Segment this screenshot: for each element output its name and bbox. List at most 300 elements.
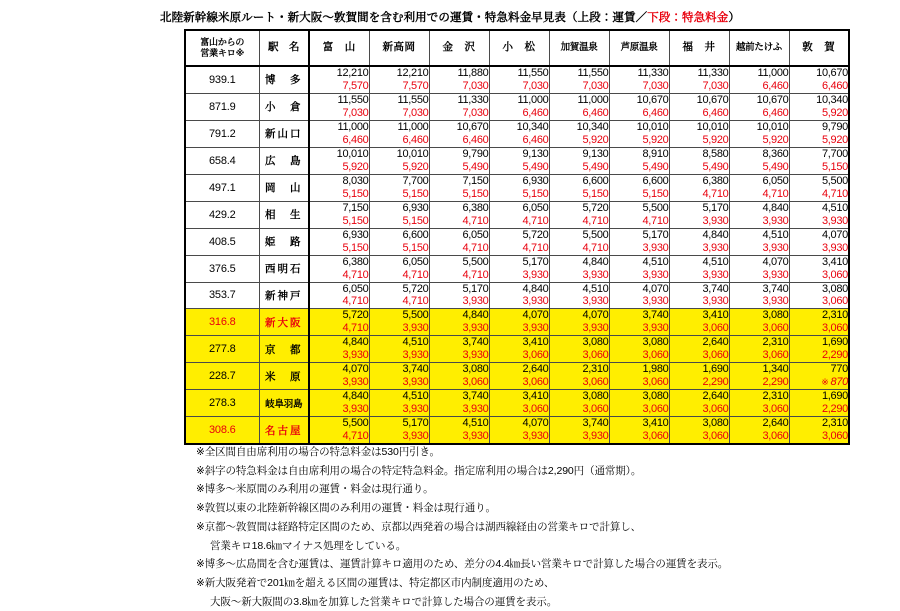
fare-cell (549, 363, 609, 390)
fare-amount: 5,720 (342, 309, 369, 322)
fare-cell (789, 390, 849, 417)
fare-cell (489, 363, 549, 390)
express-charge: 3,060 (702, 322, 729, 335)
fare-amount: 2,640 (702, 336, 729, 349)
footnote-line: ※京都〜敦賀間は経路特定区間のため、京都以西発着の場合は湖西線経由の営業キロで計算し、 (196, 520, 642, 533)
fare-cell (309, 93, 369, 120)
fare-cell (549, 417, 609, 444)
express-charge: 3,060 (821, 268, 848, 281)
fare-amount: 2,310 (762, 336, 789, 349)
express-charge: 7,570 (342, 79, 369, 92)
fare-cell (489, 93, 549, 120)
fare-amount: 4,070 (762, 255, 789, 268)
fare-cell (309, 66, 369, 93)
express-charge: 5,920 (702, 133, 729, 146)
fare-amount: 3,080 (702, 417, 729, 430)
express-charge: 3,060 (582, 403, 609, 416)
fare-amount: 10,010 (396, 147, 429, 160)
express-charge: 3,930 (642, 241, 669, 254)
fare-cell (429, 201, 489, 228)
fare-cell (789, 255, 849, 282)
express-charge: 3,060 (582, 349, 609, 362)
express-charge: 3,930 (402, 322, 429, 335)
fare-amount: 5,500 (342, 417, 369, 430)
fare-amount: 4,070 (821, 228, 848, 241)
express-charge: 5,920 (642, 133, 669, 146)
express-charge: 3,060 (522, 349, 549, 362)
fare-amount: 5,500 (402, 309, 429, 322)
fare-amount: 4,070 (582, 309, 609, 322)
express-charge: 2,290 (821, 403, 848, 416)
fare-cell (789, 120, 849, 147)
fare-amount: 10,670 (696, 93, 729, 106)
fare-amount: 6,600 (402, 228, 429, 241)
fare-amount: 11,550 (397, 93, 429, 106)
header-dest-toyama: 富 山 (309, 30, 369, 66)
express-charge: 5,920 (762, 133, 789, 146)
header-dest-fukui: 福 井 (669, 30, 729, 66)
fare-amount: 3,080 (821, 282, 848, 295)
row-station-name: 姫 路 (259, 228, 309, 255)
fare-amount: 4,070 (522, 417, 549, 430)
fare-amount: 3,080 (762, 309, 789, 322)
express-charge: 5,920 (402, 160, 429, 173)
express-charge: 4,710 (342, 268, 369, 281)
fare-cell (729, 417, 789, 444)
express-charge: 3,060 (582, 376, 609, 389)
footnotes (196, 443, 896, 611)
fare-amount: 4,840 (342, 390, 369, 403)
express-charge: 6,460 (821, 79, 848, 92)
express-charge (790, 376, 849, 389)
fare-cell (369, 66, 429, 93)
fare-cell (669, 417, 729, 444)
express-charge: 3,930 (522, 295, 549, 308)
fare-amount: 6,930 (342, 228, 369, 241)
express-charge: 3,930 (342, 403, 369, 416)
fare-cell (669, 336, 729, 363)
fare-cell (369, 336, 429, 363)
express-charge: 3,930 (582, 268, 609, 281)
fare-cell (609, 336, 669, 363)
fare-amount: 6,050 (462, 228, 489, 241)
express-charge: 5,150 (402, 187, 429, 200)
row-operating-km: 228.7 (185, 363, 259, 390)
express-charge: 3,930 (762, 295, 789, 308)
fare-cell (729, 93, 789, 120)
fare-amount: 1,980 (642, 363, 669, 376)
fare-amount: 7,700 (402, 174, 429, 187)
row-station-name: 西明石 (259, 255, 309, 282)
fare-cell (429, 228, 489, 255)
footnote-line: 営業キロ18.6㎞マイナス処理をしている。 (210, 539, 407, 552)
express-charge: 6,460 (462, 133, 489, 146)
fare-cell (729, 201, 789, 228)
express-charge: 6,460 (522, 106, 549, 119)
header-operating-km (185, 30, 259, 66)
fare-cell (489, 147, 549, 174)
express-charge: 3,930 (522, 322, 549, 335)
row-station-name: 名古屋 (259, 417, 309, 444)
fare-cell (309, 363, 369, 390)
express-charge: 3,930 (582, 295, 609, 308)
express-charge: 4,710 (342, 295, 369, 308)
row-operating-km: 277.8 (185, 336, 259, 363)
express-charge: 7,030 (462, 106, 489, 119)
fare-amount: 5,170 (462, 282, 489, 295)
express-charge: 3,930 (582, 430, 609, 443)
fare-amount: 4,840 (342, 336, 369, 349)
express-charge: 3,060 (642, 376, 669, 389)
express-charge: 3,930 (402, 349, 429, 362)
fare-cell (789, 417, 849, 444)
table-row (185, 282, 849, 309)
fare-cell (549, 93, 609, 120)
row-operating-km: 939.1 (185, 66, 259, 93)
fare-amount: 8,030 (342, 174, 369, 187)
express-charge: 4,710 (462, 214, 489, 227)
fare-cell (489, 228, 549, 255)
fare-amount: 4,510 (402, 336, 429, 349)
express-charge: 3,930 (402, 376, 429, 389)
express-charge: 4,710 (522, 241, 549, 254)
fare-amount: 3,080 (642, 336, 669, 349)
fare-amount: 8,580 (702, 147, 729, 160)
fare-amount: 11,000 (757, 67, 789, 79)
fare-amount: 6,050 (342, 282, 369, 295)
fare-cell (609, 390, 669, 417)
fare-amount: 770 (830, 363, 848, 376)
fare-cell (729, 147, 789, 174)
fare-cell (729, 282, 789, 309)
fare-cell (549, 309, 609, 336)
fare-amount: 6,380 (342, 255, 369, 268)
table-row (185, 336, 849, 363)
express-charge: 4,710 (462, 268, 489, 281)
express-charge: 3,930 (462, 349, 489, 362)
row-operating-km: 278.3 (185, 390, 259, 417)
table-row (185, 363, 849, 390)
fare-amount: 5,170 (642, 228, 669, 241)
fare-amount: 12,210 (396, 67, 429, 79)
fare-cell (609, 309, 669, 336)
express-charge: 3,930 (402, 403, 429, 416)
fare-amount: 10,340 (516, 120, 549, 133)
express-charge: 3,930 (702, 214, 729, 227)
page-title (0, 8, 900, 26)
express-charge: 5,490 (582, 160, 609, 173)
fare-amount: 6,600 (642, 174, 669, 187)
express-charge: 3,930 (522, 268, 549, 281)
fare-amount: 4,510 (762, 228, 789, 241)
fare-cell (549, 201, 609, 228)
fare-cell (369, 363, 429, 390)
express-charge: 5,920 (821, 133, 848, 146)
express-charge: 3,060 (762, 322, 789, 335)
row-station-name: 新山口 (259, 120, 309, 147)
table-row (185, 66, 849, 93)
express-charge: 5,150 (462, 187, 489, 200)
fare-amount: 10,670 (456, 120, 489, 133)
fare-amount: 6,050 (402, 255, 429, 268)
express-charge: 5,150 (342, 187, 369, 200)
row-operating-km: 658.4 (185, 147, 259, 174)
fare-cell (369, 201, 429, 228)
fare-cell (669, 309, 729, 336)
express-charge: 3,060 (702, 349, 729, 362)
fare-amount: 3,740 (762, 282, 789, 295)
fare-cell (309, 174, 369, 201)
fare-cell (609, 255, 669, 282)
express-charge: 5,150 (522, 187, 549, 200)
fare-cell (309, 390, 369, 417)
fare-cell (369, 147, 429, 174)
fare-amount: 3,740 (642, 309, 669, 322)
fare-cell (429, 120, 489, 147)
express-charge: 3,930 (342, 376, 369, 389)
fare-table-head (185, 30, 849, 66)
fare-cell (789, 66, 849, 93)
express-charge: 6,460 (402, 133, 429, 146)
fare-cell (669, 228, 729, 255)
fare-amount: 3,410 (821, 255, 848, 268)
fare-cell (549, 282, 609, 309)
fare-amount: 1,690 (702, 363, 729, 376)
table-row (185, 147, 849, 174)
express-charge: 3,060 (702, 403, 729, 416)
fare-cell (429, 174, 489, 201)
fare-cell (489, 120, 549, 147)
fare-cell (789, 147, 849, 174)
express-charge: 5,920 (342, 160, 369, 173)
header-km-line2: 営業キロ※ (200, 48, 245, 58)
express-charge: 3,930 (462, 295, 489, 308)
express-charge: 7,030 (522, 79, 549, 92)
express-charge: 3,930 (762, 268, 789, 281)
fare-amount: 11,550 (337, 93, 369, 106)
fare-amount: 7,150 (462, 174, 489, 187)
express-charge: 5,490 (762, 160, 789, 173)
fare-amount: 3,080 (582, 336, 609, 349)
row-operating-km: 497.1 (185, 174, 259, 201)
express-charge: 6,460 (582, 106, 609, 119)
express-charge: 7,030 (582, 79, 609, 92)
fare-amount: 5,170 (702, 201, 729, 214)
row-operating-km: 791.2 (185, 120, 259, 147)
footnote-line: ※博多〜米原間のみ利用の運賃・料金は現行通り。 (196, 483, 434, 496)
fare-amount: 11,000 (577, 93, 609, 106)
fare-amount: 2,310 (762, 390, 789, 403)
express-charge: 4,710 (402, 295, 429, 308)
header-station-name: 駅 名 (259, 30, 309, 66)
express-charge: 6,460 (642, 106, 669, 119)
fare-amount: 11,880 (457, 67, 489, 79)
fare-amount: 8,360 (762, 147, 789, 160)
express-charge: 7,030 (342, 106, 369, 119)
fare-cell (609, 228, 669, 255)
fare-amount: 6,380 (702, 174, 729, 187)
express-charge: 3,930 (642, 268, 669, 281)
fare-amount: 3,410 (522, 336, 549, 349)
fare-cell (549, 390, 609, 417)
fare-cell (789, 174, 849, 201)
fare-amount: 2,640 (522, 363, 549, 376)
fare-amount: 5,170 (402, 417, 429, 430)
fare-cell (309, 201, 369, 228)
express-charge: 5,490 (702, 160, 729, 173)
fare-cell (609, 282, 669, 309)
fare-amount: 6,050 (522, 201, 549, 214)
fare-cell (609, 201, 669, 228)
row-station-name: 相 生 (259, 201, 309, 228)
fare-amount: 2,310 (821, 417, 848, 430)
fare-cell (429, 66, 489, 93)
fare-amount: 5,720 (402, 282, 429, 295)
fare-cell (789, 282, 849, 309)
express-charge: 3,930 (642, 295, 669, 308)
footnote-line: ※斜字の特急料金は自由席利用の場合の特定特急料金。指定席利用の場合は2,290円（通常期）。 (196, 464, 642, 477)
express-charge: 5,150 (642, 187, 669, 200)
fare-amount: 5,170 (522, 255, 549, 268)
fare-cell (669, 174, 729, 201)
fare-cell (789, 309, 849, 336)
page-title-tail: ） (728, 12, 740, 24)
express-charge: 7,030 (402, 106, 429, 119)
fare-cell (729, 66, 789, 93)
express-charge: 3,930 (402, 430, 429, 443)
fare-cell (369, 282, 429, 309)
fare-cell (729, 336, 789, 363)
express-charge: 3,930 (342, 349, 369, 362)
fare-cell (729, 390, 789, 417)
fare-cell (429, 255, 489, 282)
fare-amount: 11,550 (517, 67, 549, 79)
express-charge: 3,930 (702, 241, 729, 254)
express-charge: 7,030 (702, 79, 729, 92)
fare-amount: 7,700 (821, 147, 848, 160)
express-charge: 4,710 (762, 187, 789, 200)
fare-table-body (185, 66, 849, 444)
fare-cell (549, 228, 609, 255)
fare-cell (489, 390, 549, 417)
fare-amount: 3,080 (582, 390, 609, 403)
fare-amount: 10,670 (816, 67, 848, 79)
express-charge: 7,570 (402, 79, 429, 92)
fare-cell (669, 66, 729, 93)
fare-amount: 10,340 (816, 93, 848, 106)
fare-amount: 11,000 (517, 93, 549, 106)
fare-amount: 1,340 (762, 363, 789, 376)
fare-amount: 4,070 (522, 309, 549, 322)
asterisk-icon: ※ (821, 377, 829, 388)
fare-amount: 5,720 (582, 201, 609, 214)
fare-cell (489, 282, 549, 309)
fare-table-container (184, 29, 850, 445)
fare-cell (729, 363, 789, 390)
fare-amount: 10,670 (756, 93, 789, 106)
fare-cell (669, 390, 729, 417)
fare-amount: 10,670 (636, 93, 669, 106)
fare-amount: 11,330 (637, 67, 669, 79)
express-charge-value: 870 (830, 376, 848, 389)
fare-cell (549, 255, 609, 282)
row-station-name: 新神戸 (259, 282, 309, 309)
table-row (185, 255, 849, 282)
footnote-line: ※新大阪発着で201㎞を超える区間の運賃は、特定都区市内制度適用のため、 (196, 576, 555, 589)
express-charge: 3,930 (582, 322, 609, 335)
fare-cell (549, 174, 609, 201)
fare-amount: 2,640 (702, 390, 729, 403)
fare-amount: 5,500 (821, 174, 848, 187)
fare-amount: 5,500 (462, 255, 489, 268)
fare-cell (549, 336, 609, 363)
fare-cell (609, 363, 669, 390)
express-charge: 3,930 (462, 322, 489, 335)
row-operating-km: 353.7 (185, 282, 259, 309)
fare-cell (309, 255, 369, 282)
express-charge: 4,710 (582, 241, 609, 254)
row-operating-km: 408.5 (185, 228, 259, 255)
fare-amount: 6,930 (402, 201, 429, 214)
table-row (185, 228, 849, 255)
fare-amount: 4,840 (462, 309, 489, 322)
fare-cell (789, 336, 849, 363)
express-charge: 4,710 (462, 241, 489, 254)
express-charge: 3,930 (762, 241, 789, 254)
fare-cell (429, 93, 489, 120)
fare-amount: 5,500 (642, 201, 669, 214)
table-row (185, 390, 849, 417)
fare-cell (549, 66, 609, 93)
express-charge: 5,150 (402, 241, 429, 254)
fare-amount: 3,740 (462, 390, 489, 403)
row-station-name: 京 都 (259, 336, 309, 363)
fare-amount: 6,600 (582, 174, 609, 187)
fare-cell (609, 66, 669, 93)
fare-amount: 4,510 (821, 201, 848, 214)
express-charge: 4,710 (342, 322, 369, 335)
express-charge: 3,930 (762, 214, 789, 227)
fare-amount: 3,080 (642, 390, 669, 403)
fare-amount: 4,840 (762, 201, 789, 214)
express-charge: 3,060 (522, 376, 549, 389)
fare-amount: 2,310 (821, 309, 848, 322)
fare-amount: 4,070 (642, 282, 669, 295)
express-charge: 5,490 (522, 160, 549, 173)
fare-amount: 5,500 (582, 228, 609, 241)
header-km-line1: 富山からの (200, 36, 245, 47)
fare-amount: 4,840 (702, 228, 729, 241)
footnote-line: ※敦賀以東の北陸新幹線区間のみ利用の運賃・料金は現行通り。 (196, 502, 496, 515)
fare-amount: 10,010 (336, 147, 369, 160)
fare-cell (429, 390, 489, 417)
fare-amount: 4,840 (582, 255, 609, 268)
express-charge: 5,150 (582, 187, 609, 200)
express-charge: 4,710 (342, 430, 369, 443)
express-charge: 7,030 (642, 79, 669, 92)
fare-cell (309, 120, 369, 147)
row-station-name: 新大阪 (259, 309, 309, 336)
fare-cell (309, 309, 369, 336)
express-charge: 3,060 (642, 403, 669, 416)
express-charge: 6,460 (522, 133, 549, 146)
express-charge: 4,710 (522, 214, 549, 227)
fare-amount: 2,640 (762, 417, 789, 430)
fare-cell (609, 147, 669, 174)
row-station-name: 博 多 (259, 66, 309, 93)
express-charge: 5,920 (821, 106, 848, 119)
fare-amount: 3,080 (462, 363, 489, 376)
